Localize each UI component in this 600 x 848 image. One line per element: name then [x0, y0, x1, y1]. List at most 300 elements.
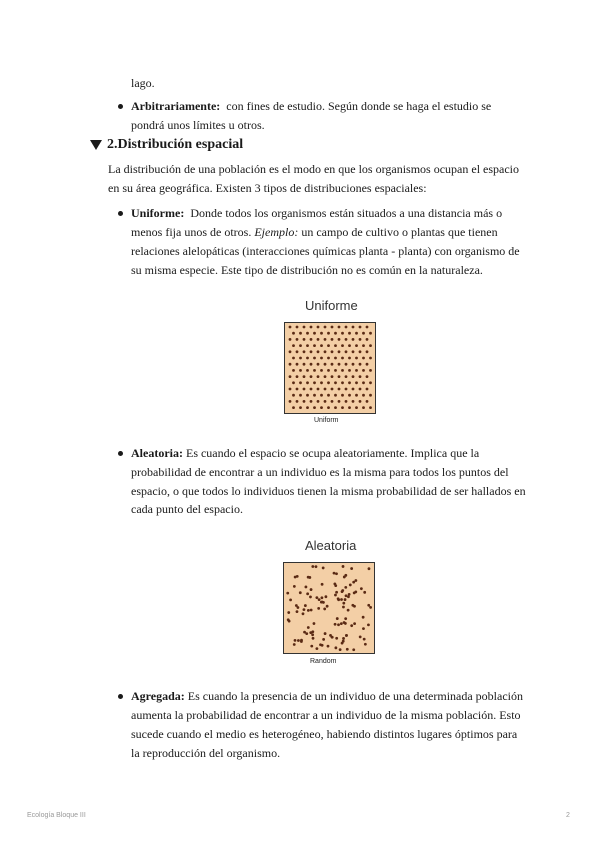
- uniform-dot: [352, 326, 355, 329]
- random-line-2: probabilidad de encontrar a un individuo es la misma para todos los puntos del: [131, 465, 509, 479]
- uniform-dot: [355, 369, 358, 372]
- random-dot: [323, 608, 326, 611]
- bullet-marker: [118, 211, 123, 216]
- random-dot: [352, 648, 355, 651]
- random-dots: [284, 563, 374, 653]
- uniform-dot: [334, 381, 337, 384]
- uniform-dot: [338, 338, 341, 341]
- uniform-dot: [348, 332, 351, 335]
- random-dot: [315, 565, 318, 568]
- uniform-dot: [306, 344, 309, 347]
- random-dot: [360, 587, 363, 590]
- random-dot: [333, 572, 336, 575]
- uniform-dot: [327, 381, 330, 384]
- uniform-dot: [327, 357, 330, 360]
- uniform-dot: [317, 400, 320, 403]
- uniform-line-3: relaciones alelopáticas (interacciones químicas planta - planta) con organismo de: [131, 244, 520, 258]
- uniform-dot: [334, 369, 337, 372]
- random-dot: [287, 611, 290, 614]
- uniform-dot: [341, 357, 344, 360]
- uniform-dot: [310, 326, 313, 329]
- uniform-dot: [341, 332, 344, 335]
- uniform-dot: [366, 326, 369, 329]
- uniform-dot: [317, 350, 320, 353]
- uniform-dot: [327, 406, 330, 409]
- uniform-dot: [313, 332, 316, 335]
- random-dot: [362, 616, 365, 619]
- uniform-dot: [289, 400, 292, 403]
- continuation-text: lago.: [131, 76, 155, 90]
- section-title: Distribución espacial: [117, 137, 244, 152]
- uniform-dot: [362, 332, 365, 335]
- uniform-dot: [369, 381, 372, 384]
- uniform-dot: [324, 400, 327, 403]
- uniform-dot: [303, 350, 306, 353]
- uniform-dot: [369, 344, 372, 347]
- uniform-dot: [366, 363, 369, 366]
- uniform-dot: [369, 357, 372, 360]
- uniform-dot: [359, 338, 362, 341]
- random-dot: [363, 591, 366, 594]
- random-dot: [348, 593, 351, 596]
- uniform-dot: [345, 400, 348, 403]
- uniform-dot: [334, 344, 337, 347]
- uniform-dot: [331, 338, 334, 341]
- random-dot: [335, 572, 338, 575]
- random-dot: [288, 620, 291, 623]
- uniform-dot: [355, 344, 358, 347]
- random-dot: [299, 591, 302, 594]
- uniform-dot: [299, 369, 302, 372]
- random-dot: [342, 565, 345, 568]
- random-dot: [293, 643, 296, 646]
- random-dot: [286, 592, 289, 595]
- random-dot: [342, 637, 345, 640]
- uniform-dot: [292, 357, 295, 360]
- random-dot: [307, 609, 310, 612]
- uniform-text-1: Donde todos los organismos están situados a una distancia más o: [190, 206, 503, 220]
- random-dot: [296, 606, 299, 609]
- uniform-dot: [331, 350, 334, 353]
- intro-line-1: La distribución de una población es el modo en que los organismos ocupan el espacio: [108, 162, 520, 176]
- uniform-dot: [313, 344, 316, 347]
- random-dot: [308, 576, 311, 579]
- clumped-line-2: aumenta la probabilidad de encontrar a un individuo de la misma población. Esto: [131, 708, 521, 722]
- uniform-dot: [296, 388, 299, 391]
- random-dot: [336, 617, 339, 620]
- uniform-dot: [359, 326, 362, 329]
- uniform-dot: [289, 388, 292, 391]
- uniform-dot: [352, 388, 355, 391]
- random-dot: [310, 588, 313, 591]
- uniform-dot: [299, 381, 302, 384]
- uniform-dot: [313, 394, 316, 397]
- uniform-dot: [289, 375, 292, 378]
- uniform-dot: [310, 338, 313, 341]
- uniform-dot: [355, 357, 358, 360]
- uniform-dot: [366, 400, 369, 403]
- random-dot: [340, 622, 343, 625]
- uniform-dot: [348, 381, 351, 384]
- uniform-dot: [303, 363, 306, 366]
- random-dot: [315, 647, 318, 650]
- random-dot: [329, 634, 332, 637]
- uniform-dot: [292, 394, 295, 397]
- random-dot: [335, 637, 338, 640]
- uniform-dot: [345, 363, 348, 366]
- uniform-dot: [306, 332, 309, 335]
- random-dot: [337, 598, 340, 601]
- random-dot: [317, 607, 320, 610]
- uniform-dot: [317, 363, 320, 366]
- uniform-dot: [366, 350, 369, 353]
- uniform-dot: [320, 406, 323, 409]
- random-dot: [367, 604, 370, 607]
- uniform-dot: [292, 406, 295, 409]
- uniform-dot: [338, 388, 341, 391]
- random-dot: [311, 633, 314, 636]
- uniform-dot: [306, 381, 309, 384]
- uniform-dot: [362, 344, 365, 347]
- uniform-dot: [334, 332, 337, 335]
- uniform-dot: [289, 363, 292, 366]
- uniform-dot: [289, 338, 292, 341]
- random-dot: [367, 623, 370, 626]
- random-dot: [369, 606, 372, 609]
- uniform-dot: [299, 344, 302, 347]
- random-dot: [335, 591, 338, 594]
- random-dot: [324, 595, 327, 598]
- clumped-term: Agregada:: [131, 689, 185, 703]
- random-dot: [334, 594, 337, 597]
- uniform-dot: [289, 326, 292, 329]
- random-dot: [296, 610, 299, 613]
- uniform-dot: [303, 338, 306, 341]
- random-dot: [313, 622, 316, 625]
- uniform-dot: [345, 326, 348, 329]
- intro-line-2: en su área geográfica. Existen 3 tipos de distribuciones espaciales:: [108, 181, 427, 195]
- uniform-dot: [355, 332, 358, 335]
- uniform-dot: [296, 326, 299, 329]
- random-dot: [327, 645, 330, 648]
- uniform-dot: [313, 381, 316, 384]
- uniform-dot: [317, 388, 320, 391]
- uniform-dot: [324, 363, 327, 366]
- uniform-dot: [303, 375, 306, 378]
- uniform-dot: [359, 363, 362, 366]
- random-dot: [306, 592, 309, 595]
- uniform-dot: [355, 394, 358, 397]
- uniform-line-2: [131, 223, 498, 242]
- footer-document-title: Ecología Bloque III: [27, 812, 86, 819]
- random-dot: [350, 567, 353, 570]
- random-dot: [312, 637, 315, 640]
- random-dot: [322, 638, 325, 641]
- uniform-dot: [324, 350, 327, 353]
- uniform-dot: [299, 332, 302, 335]
- uniform-dot: [352, 400, 355, 403]
- uniform-figure-caption: Uniform: [314, 417, 339, 424]
- random-dot: [310, 609, 313, 612]
- uniform-dot: [359, 375, 362, 378]
- clumped-text-1: Es cuando la presencia de un individuo de una determinada población: [187, 689, 524, 703]
- random-dot: [319, 643, 322, 646]
- random-dot: [307, 626, 310, 629]
- uniform-dot: [310, 363, 313, 366]
- uniform-dot: [369, 332, 372, 335]
- random-line-3: espacio, o que todos lo individuos tienen la misma probabilidad de ser hallados en: [131, 484, 526, 498]
- uniform-dot: [338, 375, 341, 378]
- uniform-dot: [352, 338, 355, 341]
- bullet-marker: [118, 694, 123, 699]
- uniform-dot: [345, 338, 348, 341]
- uniform-dot: [306, 357, 309, 360]
- uniform-dot: [317, 338, 320, 341]
- random-dot: [347, 609, 350, 612]
- uniform-dot: [313, 406, 316, 409]
- uniform-dot: [296, 338, 299, 341]
- random-dot: [346, 648, 349, 651]
- uniform-dot: [299, 406, 302, 409]
- uniform-term: Uniforme:: [131, 206, 185, 220]
- uniform-dot: [348, 357, 351, 360]
- random-dot: [359, 635, 362, 638]
- uniform-distribution-figure: [284, 322, 376, 414]
- random-dot: [311, 630, 314, 633]
- uniform-text-2b: un campo de cultivo o plantas que tienen: [301, 225, 498, 239]
- uniform-dot: [320, 381, 323, 384]
- uniform-dot: [320, 394, 323, 397]
- uniform-dot: [331, 375, 334, 378]
- random-dot: [321, 583, 324, 586]
- random-dot: [363, 638, 366, 641]
- uniform-dot: [362, 357, 365, 360]
- uniform-text-2a: menos fija unos de otros.: [131, 225, 252, 239]
- bullet-marker: [118, 104, 123, 109]
- uniform-line-1: [131, 204, 502, 223]
- uniform-dot: [320, 332, 323, 335]
- random-dot: [303, 608, 306, 611]
- uniform-dot: [362, 369, 365, 372]
- random-dot: [334, 646, 337, 649]
- uniform-dot: [366, 388, 369, 391]
- uniform-dot: [292, 344, 295, 347]
- random-dot: [353, 622, 356, 625]
- uniform-dot: [331, 363, 334, 366]
- random-dot: [322, 567, 325, 570]
- uniform-dot: [317, 326, 320, 329]
- uniform-dot: [362, 394, 365, 397]
- uniform-dot: [327, 332, 330, 335]
- random-dot: [351, 604, 354, 607]
- random-dot: [354, 579, 357, 582]
- random-dot: [296, 575, 299, 578]
- uniform-dot: [320, 344, 323, 347]
- random-dot: [368, 567, 371, 570]
- uniform-dot: [338, 400, 341, 403]
- arbitrary-text-1: con fines de estudio. Según donde se haga el estudio se: [226, 99, 492, 113]
- uniform-dot: [292, 332, 295, 335]
- clumped-line-4: la reproducción del organismo.: [131, 746, 281, 760]
- random-dot: [297, 639, 300, 642]
- uniform-dot: [345, 388, 348, 391]
- section-heading: [107, 135, 243, 155]
- uniform-dot: [348, 344, 351, 347]
- uniform-dot: [338, 326, 341, 329]
- random-dot: [343, 576, 346, 579]
- random-dot: [340, 598, 343, 601]
- random-figure-caption: Random: [310, 658, 337, 665]
- uniform-dot: [292, 381, 295, 384]
- uniform-dot: [331, 400, 334, 403]
- uniform-dot: [341, 381, 344, 384]
- clumped-line-1: [131, 687, 523, 706]
- example-label: Ejemplo:: [254, 225, 299, 239]
- uniform-dot: [296, 400, 299, 403]
- random-dot: [339, 648, 342, 651]
- random-dot: [344, 622, 347, 625]
- section-number: 2.: [107, 137, 118, 152]
- random-dot: [344, 586, 347, 589]
- uniform-dot: [331, 326, 334, 329]
- uniform-dot: [341, 406, 344, 409]
- uniform-dot: [303, 400, 306, 403]
- uniform-dot: [310, 400, 313, 403]
- uniform-dot: [334, 357, 337, 360]
- random-dot: [344, 598, 347, 601]
- uniform-dot: [341, 369, 344, 372]
- uniform-dot: [296, 375, 299, 378]
- random-dot: [353, 591, 356, 594]
- random-dot: [305, 586, 308, 589]
- uniform-dot: [299, 357, 302, 360]
- random-dot: [347, 595, 350, 598]
- random-dot: [324, 632, 327, 635]
- uniform-dot: [324, 326, 327, 329]
- random-dot: [321, 596, 324, 599]
- collapse-triangle-icon[interactable]: [90, 140, 102, 150]
- random-dot: [342, 606, 345, 609]
- uniform-figure-title: Uniforme: [305, 298, 358, 313]
- uniform-dot: [338, 363, 341, 366]
- arbitrary-line-1: [131, 97, 491, 116]
- random-dot: [326, 605, 329, 608]
- uniform-line-4: su misma especie. Este tipo de distribución no es común en la naturaleza.: [131, 263, 483, 277]
- random-dot: [309, 596, 312, 599]
- uniform-dot: [324, 375, 327, 378]
- arbitrary-term: Arbitrariamente:: [131, 99, 221, 113]
- random-dot: [305, 632, 308, 635]
- random-line-1: [131, 444, 479, 463]
- uniform-dot: [366, 375, 369, 378]
- random-dot: [315, 596, 318, 599]
- random-dot: [342, 602, 345, 605]
- uniform-dot: [348, 394, 351, 397]
- uniform-dot: [324, 338, 327, 341]
- uniform-dot: [327, 394, 330, 397]
- arbitrary-line-2: pondrá unos límites u otros.: [131, 118, 265, 132]
- uniform-dot: [299, 394, 302, 397]
- uniform-dot: [352, 375, 355, 378]
- random-dot: [318, 598, 321, 601]
- uniform-dot: [334, 406, 337, 409]
- uniform-dot: [369, 406, 372, 409]
- random-dot: [349, 584, 352, 587]
- uniform-dot: [355, 406, 358, 409]
- uniform-dot: [320, 357, 323, 360]
- uniform-dot: [296, 363, 299, 366]
- uniform-dot: [362, 381, 365, 384]
- uniform-dot: [352, 363, 355, 366]
- footer-page-number: 2: [566, 812, 570, 819]
- uniform-dot: [366, 338, 369, 341]
- uniform-dot: [324, 388, 327, 391]
- clumped-line-3: sucede cuando el medio es heterogéneo, habiendo distintos lugares óptimos para: [131, 727, 518, 741]
- random-dot: [337, 623, 340, 626]
- uniform-dot: [313, 357, 316, 360]
- uniform-dot: [303, 326, 306, 329]
- uniform-dot: [352, 350, 355, 353]
- random-dot: [334, 623, 337, 626]
- random-dot: [350, 624, 353, 627]
- uniform-dot: [331, 388, 334, 391]
- bullet-marker: [118, 451, 123, 456]
- uniform-dot: [345, 350, 348, 353]
- uniform-dot: [359, 388, 362, 391]
- random-line-4: cada punto del espacio.: [131, 502, 243, 516]
- random-figure-title: Aleatoria: [305, 538, 357, 553]
- uniform-dot: [310, 350, 313, 353]
- uniform-dot: [306, 369, 309, 372]
- random-dot: [294, 639, 297, 642]
- random-dot: [362, 627, 365, 630]
- uniform-dot: [355, 381, 358, 384]
- uniform-dot: [348, 369, 351, 372]
- uniform-dot: [313, 369, 316, 372]
- uniform-dot: [292, 369, 295, 372]
- random-term: Aleatoria:: [131, 446, 183, 460]
- uniform-dot: [320, 369, 323, 372]
- uniform-dot: [327, 344, 330, 347]
- uniform-dot: [348, 406, 351, 409]
- random-dot: [289, 598, 292, 601]
- random-dot: [344, 617, 347, 620]
- random-dot: [341, 589, 344, 592]
- uniform-dot: [341, 344, 344, 347]
- uniform-dot: [341, 394, 344, 397]
- random-dot: [333, 582, 336, 585]
- uniform-dot: [362, 406, 365, 409]
- uniform-dot: [359, 400, 362, 403]
- random-dot: [310, 645, 313, 648]
- random-dot: [300, 640, 303, 643]
- random-dot: [304, 604, 307, 607]
- random-dot: [302, 612, 305, 615]
- uniform-dot: [327, 369, 330, 372]
- random-text-1: Es cuando el espacio se ocupa aleatoriamente. Implica que la: [185, 446, 480, 460]
- uniform-dot: [306, 394, 309, 397]
- uniform-dot: [338, 350, 341, 353]
- random-dot: [342, 640, 345, 643]
- uniform-dot: [289, 350, 292, 353]
- uniform-dot: [345, 375, 348, 378]
- random-dot: [345, 594, 348, 597]
- uniform-dot: [306, 406, 309, 409]
- uniform-dot: [310, 375, 313, 378]
- uniform-dot: [303, 388, 306, 391]
- random-dot: [311, 565, 314, 568]
- uniform-dot: [310, 388, 313, 391]
